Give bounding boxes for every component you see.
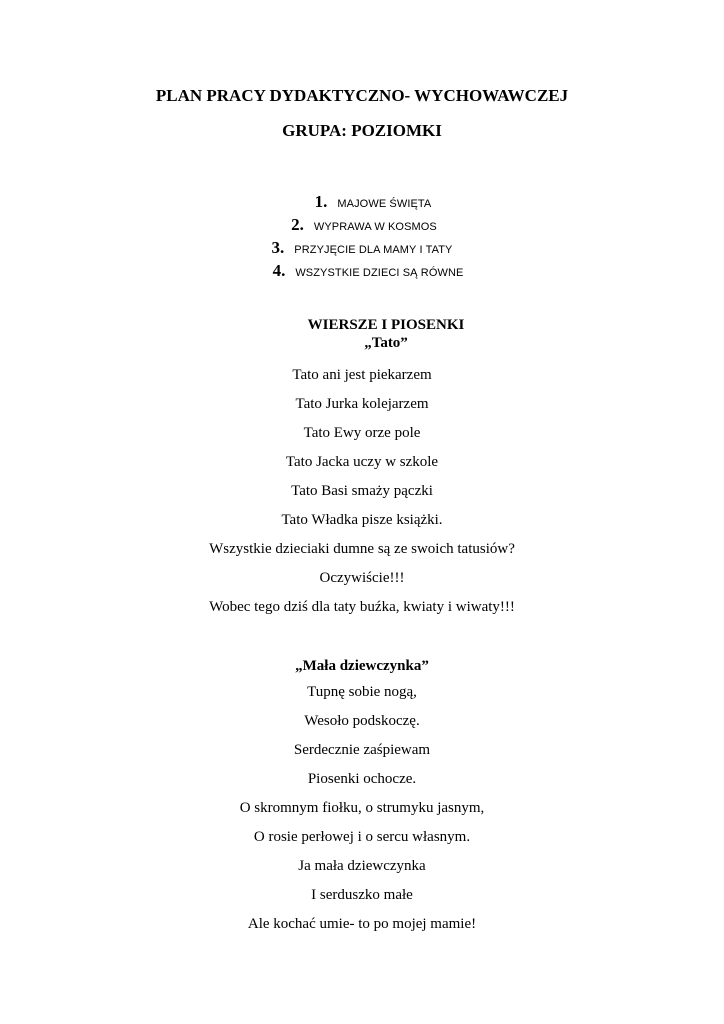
poem-line: Piosenki ochocze.: [307, 771, 417, 787]
poem-line: Ale kochać umie- to po mojej mamie!: [247, 916, 477, 932]
poem-line: Wesoło podskoczę.: [304, 713, 420, 729]
list-item: [0, 190, 724, 213]
poem-line: Serdecznie zaśpiewam: [293, 742, 431, 758]
topics-list: [0, 190, 724, 282]
poem-line: Tato Jacka uczy w szkole: [285, 454, 439, 470]
poem-line: Wobec tego dziś dla taty buźka, kwiaty i wiwaty!!!: [209, 599, 515, 615]
poem-title-mala-dziewczynka: „Mała dziewczynka”: [295, 658, 429, 674]
list-item: [0, 236, 724, 259]
poem-line: Tupnę sobie nogą,: [307, 684, 417, 700]
poem-line: Tato Jurka kolejarzem: [295, 396, 429, 412]
list-item: [0, 259, 724, 282]
list-item-text: WSZYSTKIE DZIECI SĄ RÓWNE: [295, 267, 464, 279]
poem-line: Oczywiście!!!: [319, 570, 405, 586]
poem-line: Tato ani jest piekarzem: [292, 367, 432, 383]
poem-line: Tato Basi smaży pączki: [291, 483, 433, 499]
list-item-number: 3.: [271, 238, 285, 257]
poem-line: Tato Władka pisze książki.: [281, 512, 443, 528]
list-item: [0, 213, 724, 236]
list-item-number: 1.: [314, 192, 328, 211]
list-item-number: 2.: [291, 215, 304, 234]
poem-line: I serduszko małe: [311, 887, 413, 903]
list-item-text: WYPRAWA W KOSMOS: [313, 221, 437, 233]
poem-line: Tato Ewy orze pole: [303, 425, 421, 441]
poem-title-tato: „Tato”: [364, 335, 408, 351]
list-item-text: PRZYJĘCIE DLA MAMY I TATY: [294, 244, 453, 256]
poem-tato: [0, 361, 724, 622]
group-title: GRUPA: POZIOMKI: [282, 121, 442, 140]
list-item-number: 4.: [272, 261, 286, 280]
poem-line: Wszystkie dzieciaki dumne są ze swoich tatusiów?: [209, 541, 515, 557]
poem-line: O skromnym fiołku, o strumyku jasnym,: [239, 800, 485, 816]
section-heading: WIERSZE I PIOSENKI: [307, 317, 465, 333]
list-item-text: MAJOWE ŚWIĘTA: [337, 198, 432, 210]
poem-mala-dziewczynka: [0, 678, 724, 939]
poem-line: Ja mała dziewczynka: [298, 858, 426, 874]
document-title: PLAN PRACY DYDAKTYCZNO- WYCHOWAWCZEJ: [155, 86, 569, 105]
poem-line: O rosie perłowej i o sercu własnym.: [253, 829, 471, 845]
